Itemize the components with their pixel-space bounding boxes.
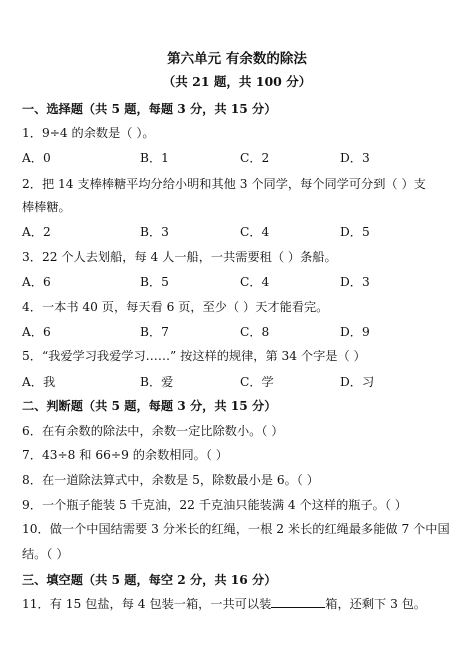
question-4: 4．一本书 40 页，每天看 6 页，至少（ ）天才能看完。 (22, 300, 329, 314)
question-8: 8．在一道除法算式中，余数是 5，除数最小是 6。（ ） (22, 473, 319, 487)
option-d: D．习 (340, 375, 375, 389)
option-d: D．3 (340, 275, 370, 289)
question-2-continued: 棒棒糖。 (22, 200, 71, 214)
section-heading-choice: 一、选择题（共 5 题，每题 3 分，共 15 分） (22, 102, 277, 116)
question-6: 6．在有余数的除法中，余数一定比除数小。（ ） (22, 424, 284, 438)
option-a: A．0 (22, 151, 51, 165)
option-c: C．8 (240, 325, 270, 339)
option-d: D．5 (340, 225, 370, 239)
option-a: A．6 (22, 325, 51, 339)
question-11 (22, 596, 426, 612)
option-a: A．2 (22, 225, 51, 239)
option-c: C．4 (240, 275, 270, 289)
question-10-continued: 结。（ ） (22, 547, 69, 561)
option-b: B．7 (140, 325, 169, 339)
page-title: 第六单元 有余数的除法 (167, 51, 307, 67)
option-c: C．2 (240, 151, 270, 165)
question-5: 5．“我爱学习我爱学习……” 按这样的规律，第 34 个字是（ ） (22, 349, 366, 363)
option-c: C．4 (240, 225, 270, 239)
option-c: C．学 (240, 375, 274, 389)
option-a: A．我 (22, 375, 56, 389)
question-3: 3．22 个人去划船，每 4 人一船，一共需要租（ ）条船。 (22, 250, 337, 264)
question-11-text-end: 箱，还剩下 3 包。 (325, 597, 427, 611)
question-1: 1．9÷4 的余数是（ ）。 (22, 126, 155, 140)
question-10: 10．做一个中国结需要 3 分米长的红绳，一根 2 米长的红绳最多能做 7 个中国 (22, 522, 450, 536)
answer-blank[interactable] (271, 596, 325, 608)
question-9: 9．一个瓶子能装 5 千克油，22 千克油只能装满 4 个这样的瓶子。（ ） (22, 498, 407, 512)
question-7: 7．43÷8 和 66÷9 的余数相同。（ ） (22, 448, 228, 462)
option-b: B．1 (140, 151, 169, 165)
option-d: D．3 (340, 151, 370, 165)
section-heading-fill-in: 三、填空题（共 5 题，每空 2 分，共 16 分） (22, 573, 277, 587)
question-2: 2．把 14 支棒棒糖平均分给小明和其他 3 个同学，每个同学可分到（ ）支 (22, 177, 426, 191)
option-a: A．6 (22, 275, 51, 289)
option-b: B．爱 (140, 375, 174, 389)
question-11-text-start: 11．有 15 包盐，每 4 包装一箱，一共可以装 (22, 597, 272, 611)
page-subtitle: （共 21 题，共 100 分） (162, 74, 312, 89)
option-d: D．9 (340, 325, 370, 339)
option-b: B．5 (140, 275, 169, 289)
section-heading-judgment: 二、判断题（共 5 题，每题 3 分，共 15 分） (22, 399, 277, 413)
option-b: B．3 (140, 225, 169, 239)
